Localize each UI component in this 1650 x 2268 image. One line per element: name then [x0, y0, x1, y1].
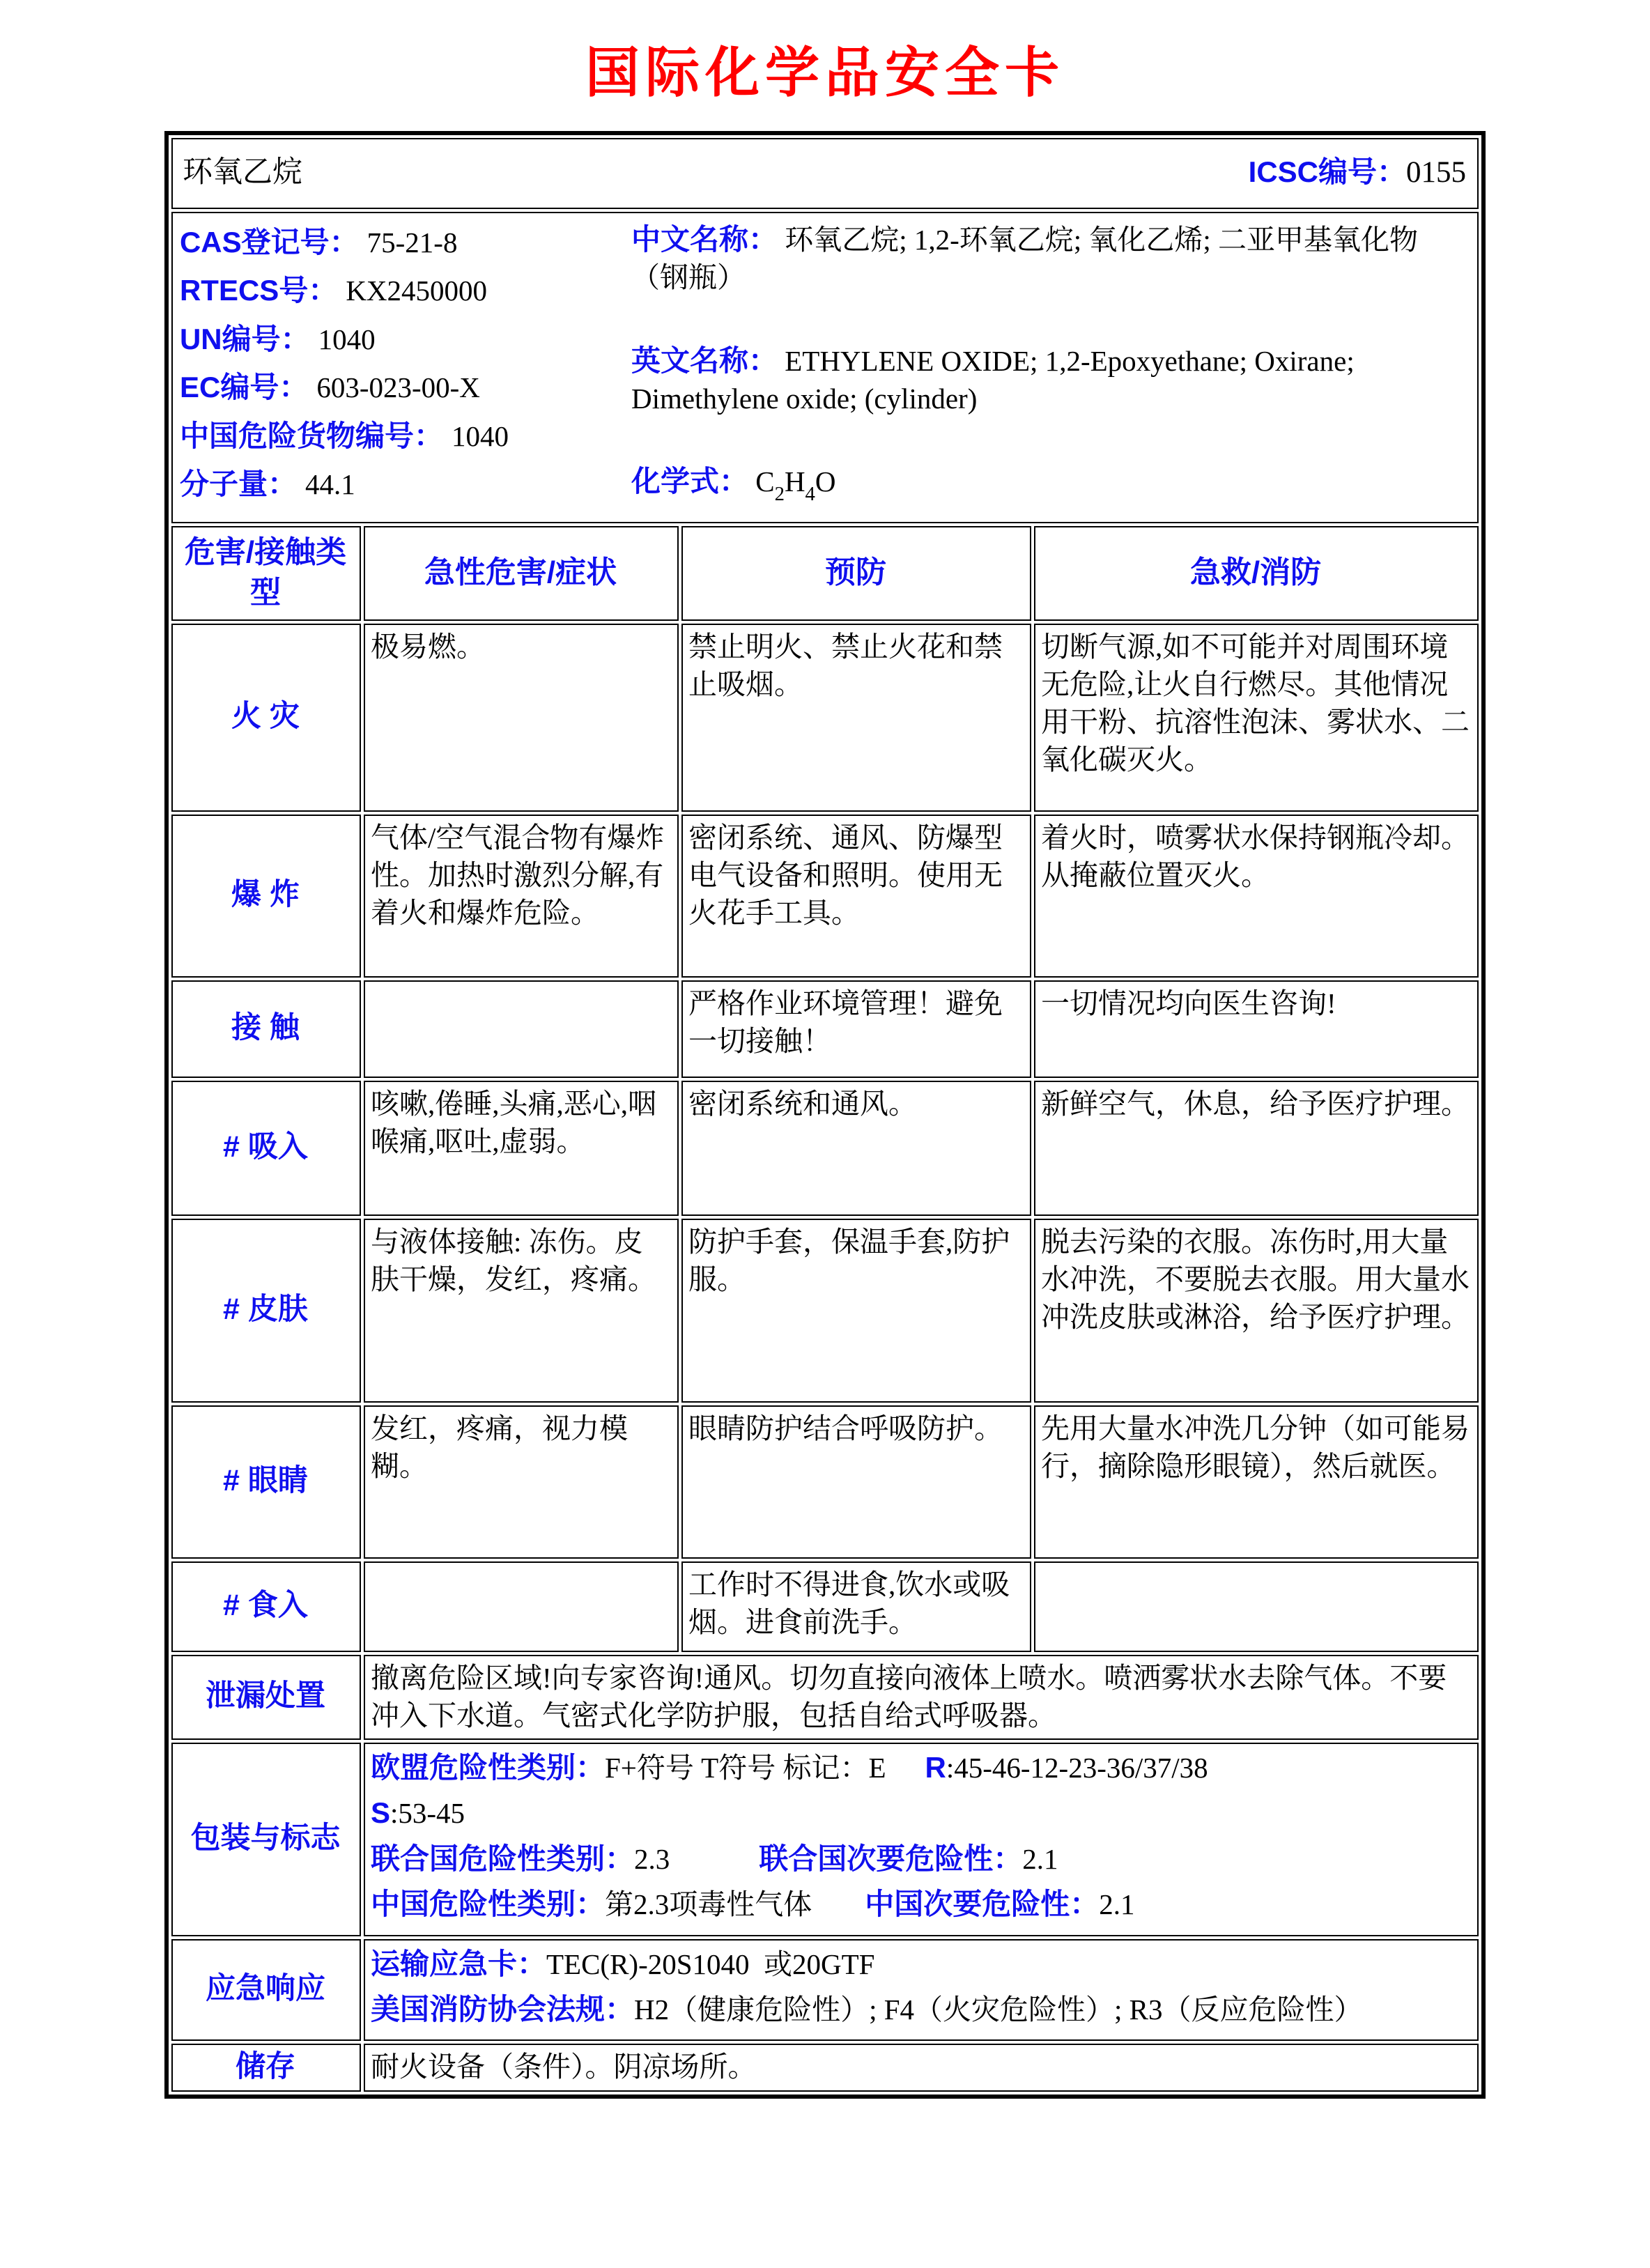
cn-class-value: 第2.3项毒性气体	[604, 1888, 812, 1921]
un-subrisk-value: 2.1	[1022, 1842, 1058, 1875]
storage-text: 耐火设备（条件）。阴凉场所。	[364, 2044, 1479, 2091]
substance-name: 环氧乙烷	[182, 155, 302, 189]
cas-value: 75-21-8	[367, 226, 458, 259]
spill-row	[171, 1655, 1479, 1740]
spill-label: 泄漏处置	[171, 1655, 361, 1740]
packaging-label: 包装与标志	[171, 1743, 361, 1936]
page-title: 国际化学品安全卡	[585, 42, 1065, 103]
nfpa-label: 美国消防协会法规：	[370, 1993, 634, 2026]
info-cell	[171, 212, 1479, 523]
fire-label: 火 灾	[171, 624, 361, 812]
icsc-value: 0155	[1406, 156, 1467, 190]
storage-label: 储存	[171, 2044, 361, 2091]
cn-subrisk-label: 中国次要危险性：	[865, 1888, 1100, 1921]
skin-row	[171, 1219, 1479, 1403]
s-phrases-line	[371, 1793, 1470, 1832]
english-name-block	[631, 341, 1465, 418]
explosion-prevention: 密闭系统、通风、防爆型电气设备和照明。使用无火花手工具。	[681, 815, 1031, 978]
emergency-content	[364, 1939, 1479, 2042]
name-cell	[171, 138, 1479, 209]
formula-block	[631, 462, 1465, 508]
eu-class-line	[371, 1748, 1470, 1787]
ingestion-label: # 食入	[171, 1561, 361, 1652]
ingestion-symptoms	[364, 1561, 679, 1652]
inhalation-row	[171, 1081, 1479, 1216]
nfpa-value: H2（健康危险性）; F4（火灾危险性）; R3（反应危险性）	[633, 1993, 1363, 2026]
chinese-name-value: 环氧乙烷; 1,2-环氧乙烷; 氧化乙烯; 二亚甲基氧化物（钢瓶）	[631, 224, 1419, 294]
cas-number-line	[180, 223, 631, 261]
ingestion-prevention: 工作时不得进食,饮水或吸烟。进食前洗手。	[681, 1561, 1031, 1652]
s-phrases-label: S	[370, 1796, 390, 1830]
inhalation-response: 新鲜空气，休息，给予医疗护理。	[1034, 1081, 1479, 1216]
chemical-formula: $C_2H_4O$	[755, 465, 836, 505]
english-name-value: ETHYLENE OXIDE; 1,2-Epoxyethane; Oxirane; Dimethylene oxide; (cylinder)	[631, 344, 1362, 415]
contact-row	[171, 980, 1479, 1078]
explosion-row	[171, 815, 1479, 978]
skin-symptoms: 与液体接触: 冻伤。皮肤干燥，发红，疼痛。	[364, 1219, 679, 1403]
explosion-label: 爆 炸	[171, 815, 361, 978]
s-phrases-value: :53-45	[390, 1797, 465, 1830]
china-dg-value: 1040	[451, 419, 509, 452]
emergency-label: 应急响应	[171, 1939, 361, 2042]
storage-row	[171, 2044, 1479, 2091]
fire-prevention: 禁止明火、禁止火花和禁止吸烟。	[681, 624, 1031, 812]
eyes-row	[171, 1405, 1479, 1559]
cn-class-label: 中国危险性类别：	[370, 1888, 605, 1921]
molecular-weight-label: 分子量：	[179, 468, 297, 501]
molecular-weight-value: 44.1	[304, 468, 355, 501]
un-label: UN编号：	[179, 322, 310, 355]
un-class-value: 2.3	[633, 1842, 670, 1875]
chinese-name-label: 中文名称：	[631, 223, 778, 256]
contact-symptoms	[364, 980, 679, 1078]
safety-card-table	[164, 131, 1486, 2099]
ec-number-line	[180, 368, 631, 406]
inhalation-symptoms: 咳嗽,倦睡,头痛,恶心,咽喉痛,呕吐,虚弱。	[364, 1081, 679, 1216]
un-subrisk-label: 联合国次要危险性：	[759, 1842, 1023, 1875]
ingestion-response	[1034, 1561, 1479, 1652]
emergency-row	[171, 1939, 1479, 2042]
packaging-row	[171, 1743, 1479, 1936]
ingestion-row	[171, 1561, 1479, 1652]
china-dg-number-line	[180, 417, 631, 455]
english-name-label: 英文名称：	[631, 344, 778, 377]
name-bar	[178, 147, 1470, 199]
skin-response: 脱去污染的衣服。冻伤时,用大量水冲洗，不要脱去衣服。用大量水冲洗皮肤或淋浴，给予医疗护理。	[1034, 1219, 1479, 1403]
header-hazard-type: 危害/接触类型	[171, 526, 361, 621]
explosion-response: 着火时，喷雾状水保持钢瓶冷却。从掩蔽位置灭火。	[1034, 815, 1479, 978]
rtecs-number-line	[180, 271, 631, 309]
un-number-line	[180, 320, 631, 358]
eyes-prevention: 眼睛防护结合呼吸防护。	[681, 1405, 1031, 1559]
nfpa-line	[371, 1990, 1470, 2028]
header-prevention: 预防	[681, 526, 1031, 621]
formula-label: 化学式：	[631, 465, 748, 498]
eyes-response: 先用大量水冲洗几分钟（如可能易行，摘除隐形眼镜），然后就医。	[1034, 1405, 1479, 1559]
icsc-number	[1249, 153, 1466, 193]
icsc-label: ICSC编号：	[1248, 155, 1407, 189]
eu-class-value: F+符号 T符号 标记：E	[604, 1751, 886, 1784]
tec-value: TEC(R)-20S1040 或20GTF	[546, 1947, 875, 1980]
fire-row	[171, 624, 1479, 812]
cn-class-line	[371, 1885, 1470, 1923]
rtecs-label: RTECS号：	[179, 274, 338, 307]
un-class-line	[371, 1839, 1470, 1878]
un-value: 1040	[318, 323, 376, 355]
skin-prevention: 防护手套，保温手套,防护服。	[681, 1219, 1031, 1403]
cas-label: CAS登记号：	[179, 226, 359, 259]
eyes-label: # 眼睛	[171, 1405, 361, 1559]
inhalation-prevention: 密闭系统和通风。	[681, 1081, 1031, 1216]
tec-label: 运输应急卡：	[370, 1947, 546, 1980]
contact-response: 一切情况均向医生咨询!	[1034, 980, 1479, 1078]
r-phrases-label: R	[925, 1750, 946, 1784]
inhalation-label: # 吸入	[171, 1081, 361, 1216]
eyes-symptoms: 发红，疼痛，视力模糊。	[364, 1405, 679, 1559]
fire-response: 切断气源,如不可能并对周围环境无危险,让火自行燃尽。其他情况用干粉、抗溶性泡沫、雾状水、二氧化碳灭火。	[1034, 624, 1479, 812]
spill-text: 撤离危险区域!向专家咨询!通风。切勿直接向液体上喷水。喷洒雾状水去除气体。不要冲入下水道。气密式化学防护服，包括自给式呼吸器。	[364, 1655, 1479, 1740]
name-row	[171, 138, 1479, 209]
skin-label: # 皮肤	[171, 1219, 361, 1403]
fire-symptoms: 极易燃。	[364, 624, 679, 812]
molecular-weight-line	[180, 465, 631, 503]
header-response: 急救/消防	[1034, 526, 1479, 621]
header-symptoms: 急性危害/症状	[364, 526, 679, 621]
hazard-header-row	[171, 526, 1479, 621]
tec-line	[371, 1945, 1470, 1983]
china-dg-label: 中国危险货物编号：	[179, 419, 443, 452]
ec-value: 603-023-00-X	[316, 371, 480, 404]
identifier-list	[180, 220, 631, 514]
r-phrases-value: :45-46-12-23-36/37/38	[946, 1751, 1208, 1784]
contact-prevention: 严格作业环境管理！避免一切接触！	[681, 980, 1031, 1078]
rtecs-value: KX2450000	[346, 275, 488, 307]
ec-label: EC编号：	[179, 371, 309, 404]
un-class-label: 联合国危险性类别：	[370, 1842, 634, 1875]
names-block	[631, 220, 1469, 514]
packaging-content	[364, 1743, 1479, 1936]
explosion-symptoms: 气体/空气混合物有爆炸性。加热时激烈分解,有着火和爆炸危险。	[364, 815, 679, 978]
chinese-name-block	[631, 220, 1465, 297]
info-layout	[178, 216, 1470, 518]
cn-subrisk-value: 2.1	[1099, 1888, 1135, 1921]
eu-class-label: 欧盟危险性类别：	[370, 1750, 605, 1784]
contact-label: 接 触	[171, 980, 361, 1078]
info-row	[171, 212, 1479, 523]
